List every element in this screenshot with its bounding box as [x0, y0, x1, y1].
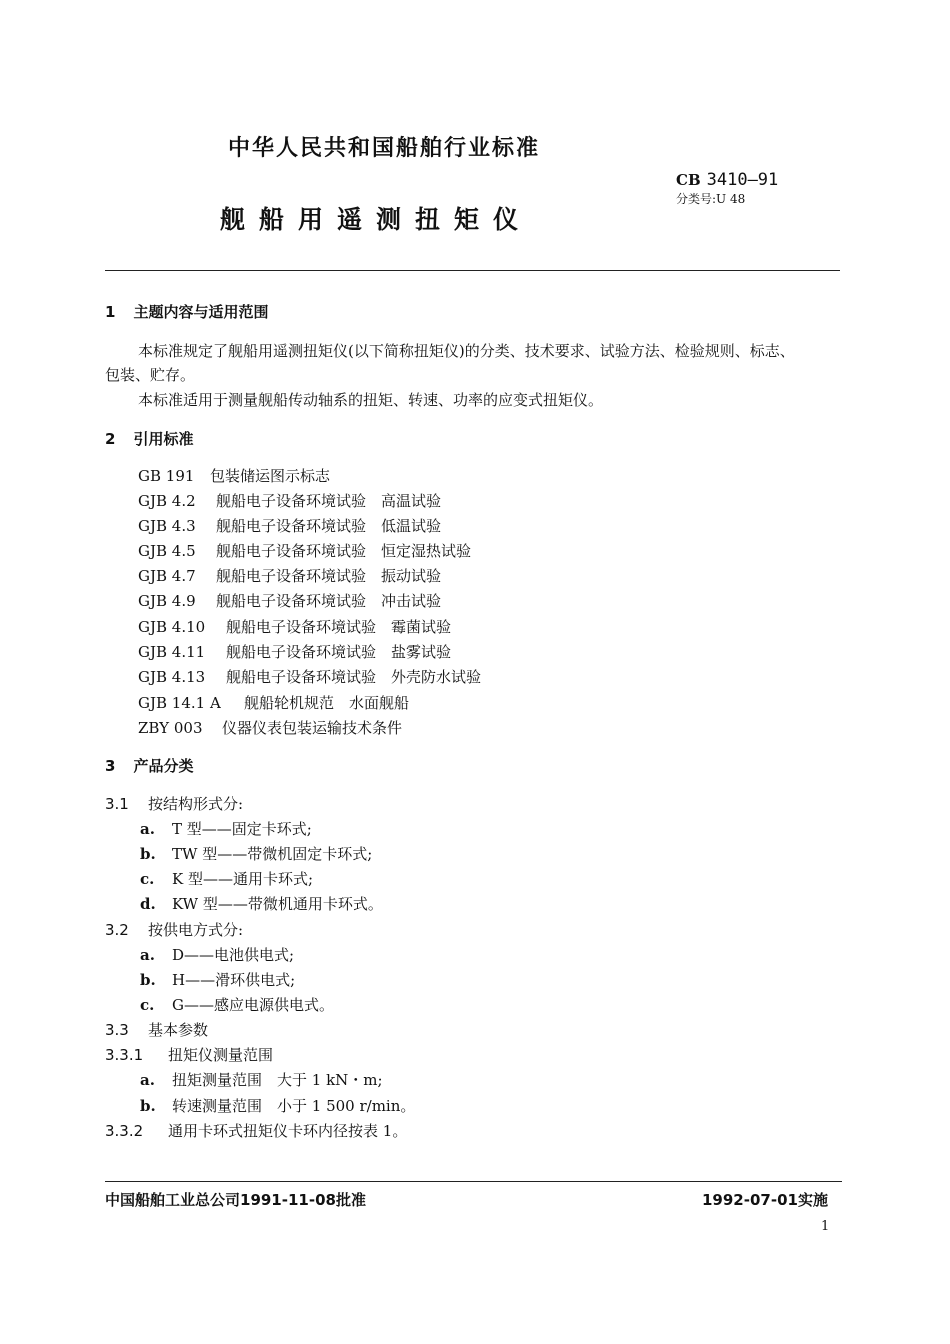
list-item-text: KW 型——带微机通用卡环式。 [172, 895, 383, 913]
clause-text: 按供电方式分: [148, 921, 244, 939]
list-item [140, 868, 313, 889]
reference-code: GJB 4.9 [138, 592, 196, 610]
reference-title: 舰船电子设备环境试验 外壳防水试验 [226, 668, 482, 686]
list-item-marker: b. [140, 845, 156, 863]
list-item-text: 转速测量范围 小于 1 500 r/min。 [172, 1097, 416, 1115]
standard-code: 3410—91 [706, 170, 779, 190]
list-item-text: D——电池供电式; [172, 946, 295, 964]
reference-standard-row [138, 490, 441, 511]
list-item-text: TW 型——带微机固定卡环式; [172, 845, 373, 863]
clause-3-2 [105, 919, 243, 940]
reference-title: 舰船电子设备环境试验 振动试验 [216, 567, 442, 585]
reference-title: 舰船电子设备环境试验 冲击试验 [216, 592, 442, 610]
classification-number: 分类号:U 48 [676, 192, 746, 206]
list-item-text: H——滑环供电式; [172, 971, 296, 989]
clause-3-3 [105, 1019, 208, 1040]
clause-number: 3.3.2 [105, 1122, 144, 1140]
list-item-marker: c. [140, 996, 155, 1014]
reference-title: 舰船电子设备环境试验 恒定湿热试验 [216, 542, 472, 560]
reference-code: GJB 4.5 [138, 542, 196, 560]
reference-title: 舰船电子设备环境试验 低温试验 [216, 517, 442, 535]
section-1-heading [105, 301, 268, 322]
reference-code: GJB 4.13 [138, 668, 206, 686]
list-item-marker: a. [140, 820, 155, 838]
reference-title: 舰船电子设备环境试验 高温试验 [216, 492, 442, 510]
list-item [140, 994, 334, 1015]
clause-3-1 [105, 793, 243, 814]
reference-standard-row [138, 641, 451, 662]
reference-standard-row [138, 717, 402, 738]
section-1-paragraph-1-line-2: 包装、贮存。 [105, 366, 196, 384]
clause-text: 扭矩仪测量范围 [168, 1046, 274, 1064]
reference-standard-row [138, 666, 481, 687]
reference-title: 包装储运图示标志 [210, 467, 331, 485]
reference-title: 仪器仪表包装运输技术条件 [222, 719, 403, 737]
section-3-title: 产品分类 [133, 757, 194, 775]
clause-number: 3.2 [105, 921, 129, 939]
reference-standard-row [138, 515, 441, 536]
reference-standard-row [138, 465, 330, 486]
reference-standard-row [138, 565, 441, 586]
reference-title: 舰船轮机规范 水面舰船 [244, 694, 410, 712]
clause-3-3-1 [105, 1044, 273, 1065]
document-title: 舰船用遥测扭矩仪 [220, 205, 533, 234]
clause-number: 3.3.1 [105, 1046, 144, 1064]
clause-3-3-2 [105, 1120, 407, 1141]
reference-standard-row [138, 616, 451, 637]
list-item-marker: b. [140, 971, 156, 989]
clause-text: 按结构形式分: [148, 795, 244, 813]
reference-code: GJB 4.3 [138, 517, 196, 535]
list-item [140, 944, 294, 965]
list-item-text: K 型——通用卡环式; [172, 870, 314, 888]
standard-prefix: CB [676, 171, 701, 189]
approval-line: 中国船舶工业总公司1991-11-08批准 [105, 1191, 366, 1209]
issuing-authority-title: 中华人民共和国船舶行业标准 [228, 136, 541, 161]
section-2-heading [105, 428, 193, 449]
list-item [140, 969, 295, 990]
list-item [140, 818, 312, 839]
clause-number: 3.1 [105, 795, 129, 813]
section-1-paragraph-1-line-1: 本标准规定了舰船用遥测扭矩仪(以下简称扭矩仪)的分类、技术要求、试验方法、检验规则、标志、 [138, 342, 795, 360]
list-item-marker: a. [140, 1071, 155, 1089]
implementation-date: 1992-07-01实施 [702, 1191, 828, 1209]
list-item [140, 1069, 383, 1090]
reference-code: GJB 4.11 [138, 643, 206, 661]
reference-standard-row [138, 692, 409, 713]
list-item-marker: c. [140, 870, 155, 888]
section-3-heading [105, 755, 193, 776]
section-1-paragraph-2: 本标准适用于测量舰船传动轴系的扭矩、转速、功率的应变式扭矩仪。 [138, 391, 604, 409]
page-number: 1 [821, 1219, 830, 1234]
footer-divider [105, 1181, 842, 1182]
section-1-title: 主题内容与适用范围 [133, 303, 269, 321]
list-item-marker: d. [140, 895, 156, 913]
reference-code: GJB 4.2 [138, 492, 196, 510]
reference-code: GJB 4.10 [138, 618, 206, 636]
reference-standard-row [138, 590, 441, 611]
reference-title: 舰船电子设备环境试验 霉菌试验 [226, 618, 452, 636]
list-item [140, 893, 383, 914]
list-item-text: 扭矩测量范围 大于 1 kN・m; [172, 1071, 383, 1089]
reference-code: GB 191 [138, 467, 195, 485]
list-item-marker: a. [140, 946, 155, 964]
section-2-title: 引用标准 [133, 430, 194, 448]
section-3-number: 3 [105, 757, 116, 775]
list-item-text: G——感应电源供电式。 [172, 996, 334, 1014]
reference-standard-row [138, 540, 471, 561]
reference-code: GJB 14.1 A [138, 694, 221, 712]
reference-title: 舰船电子设备环境试验 盐雾试验 [226, 643, 452, 661]
list-item-text: T 型——固定卡环式; [172, 820, 312, 838]
list-item [140, 1095, 415, 1116]
section-1-number: 1 [105, 303, 116, 321]
clause-text: 通用卡环式扭矩仪卡环内径按表 1。 [168, 1122, 408, 1140]
clause-text: 基本参数 [148, 1021, 209, 1039]
reference-code: ZBY 003 [138, 719, 203, 737]
list-item [140, 843, 372, 864]
clause-number: 3.3 [105, 1021, 129, 1039]
reference-code: GJB 4.7 [138, 567, 196, 585]
header-divider [105, 270, 840, 271]
section-2-number: 2 [105, 430, 116, 448]
standard-number [676, 170, 778, 190]
list-item-marker: b. [140, 1097, 156, 1115]
